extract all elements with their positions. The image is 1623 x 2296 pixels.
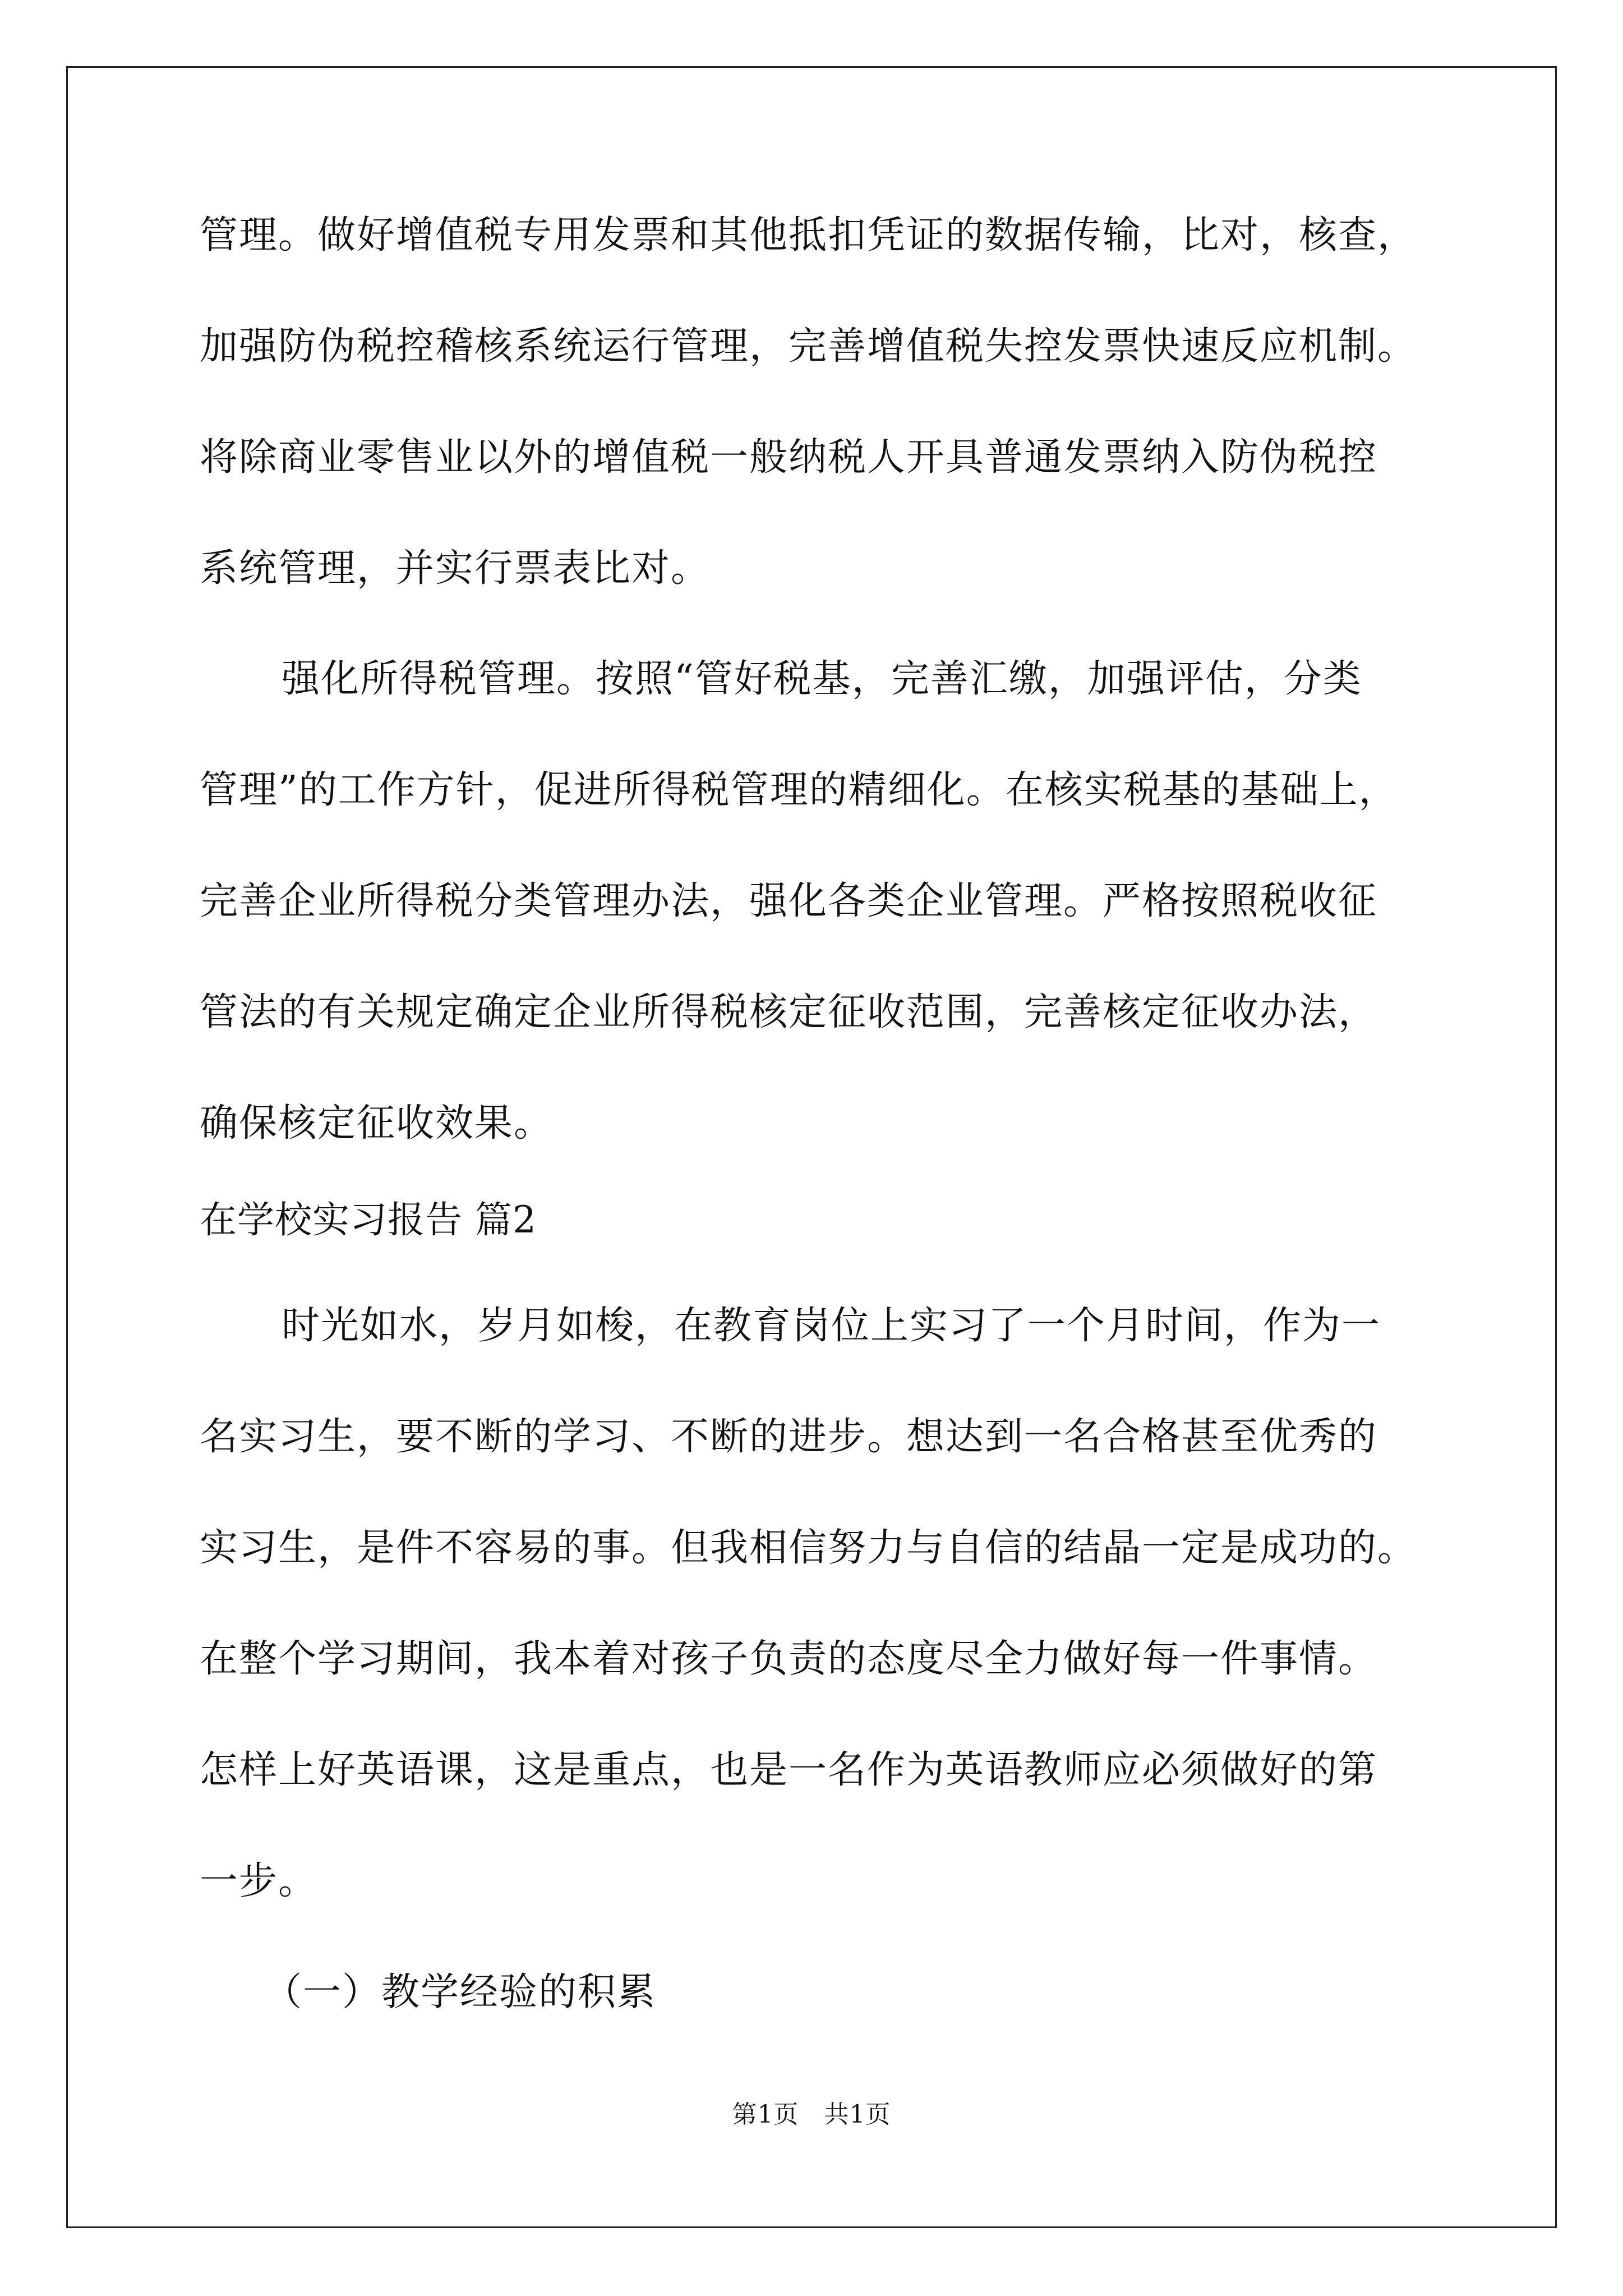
page-number-footer: 第1页 共1页	[732, 2100, 891, 2129]
paragraph-line: 一步。	[200, 1859, 318, 1903]
subsection-heading: （一）教学经验的积累	[264, 1970, 657, 2014]
paragraph-line: 怎样上好英语课，这是重点，也是一名作为英语教师应必须做好的第	[200, 1748, 1378, 1792]
paragraph-line: 管理。做好增值税专用发票和其他抵扣凭证的数据传输，比对，核查，	[200, 213, 1417, 257]
paragraph-line: 确保核定征收效果。	[200, 1101, 554, 1145]
paragraph-line: 将除商业零售业以外的增值税一般纳税人开具普通发票纳入防伪税控	[200, 435, 1378, 480]
section-heading: 在学校实习报告 篇2	[200, 1198, 537, 1241]
paragraph-line: 名实习生，要不断的学习、不断的进步。想达到一名合格甚至优秀的	[200, 1415, 1378, 1459]
paragraph-line: 管法的有关规定确定企业所得税核定征收范围，完善核定征收办法，	[200, 990, 1378, 1034]
paragraph-line: 管理”的工作方针，促进所得税管理的精细化。在核实税基的基础上，	[200, 768, 1398, 812]
paragraph-line: 时光如水，岁月如梭，在教育岗位上实习了一个月时间，作为一	[282, 1304, 1381, 1348]
paragraph-line: 强化所得税管理。按照“管好税基，完善汇缴，加强评估，分类	[282, 657, 1362, 701]
paragraph-line: 在整个学习期间，我本着对孩子负责的态度尽全力做好每一件事情。	[200, 1637, 1378, 1681]
paragraph-line: 实习生，是件不容易的事。但我相信努力与自信的结晶一定是成功的。	[200, 1526, 1417, 1570]
paragraph-line: 完善企业所得税分类管理办法，强化各类企业管理。严格按照税收征	[200, 879, 1378, 923]
paragraph-line: 系统管理，并实行票表比对。	[200, 546, 711, 591]
paragraph-line: 加强防伪税控稽核系统运行管理，完善增值税失控发票快速反应机制。	[200, 324, 1417, 369]
